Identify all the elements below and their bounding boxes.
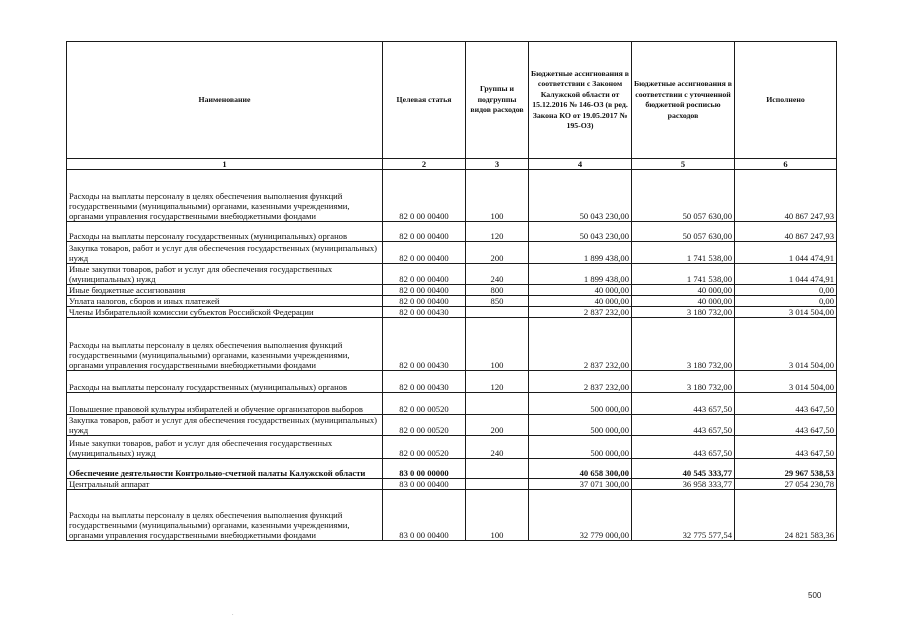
row-schedule-cell: 3 180 732,00 <box>632 307 735 318</box>
table-row <box>67 222 837 242</box>
row-target-cell: 82 0 00 00400 <box>383 285 466 296</box>
row-law-cell: 50 043 230,00 <box>529 170 632 222</box>
row-executed-cell: 24 821 583,36 <box>735 490 837 541</box>
row-schedule-cell: 40 000,00 <box>632 296 735 307</box>
column-number: 5 <box>632 159 735 170</box>
row-executed-cell: 0,00 <box>735 285 837 296</box>
row-target-cell: 82 0 00 00430 <box>383 318 466 371</box>
row-executed-cell: 443 647,50 <box>735 393 837 415</box>
row-law-cell: 500 000,00 <box>529 436 632 459</box>
row-name-cell: Иные закупки товаров, работ и услуг для обеспечения государственных (муниципальных) нужд <box>67 436 383 459</box>
row-name-cell: Закупка товаров, работ и услуг для обеспечения государственных (муниципальных) нужд <box>67 242 383 264</box>
row-group-cell: 240 <box>466 436 529 459</box>
row-law-cell: 40 658 300,00 <box>529 459 632 479</box>
row-target-cell: 82 0 00 00520 <box>383 436 466 459</box>
row-target-cell: 82 0 00 00430 <box>383 307 466 318</box>
row-group-cell: 120 <box>466 222 529 242</box>
row-target-cell: 83 0 00 00400 <box>383 479 466 490</box>
row-executed-cell: 40 867 247,93 <box>735 170 837 222</box>
row-target-cell: 82 0 00 00520 <box>383 393 466 415</box>
row-law-cell: 1 899 438,00 <box>529 242 632 264</box>
table-row <box>67 170 837 222</box>
row-target-cell: 82 0 00 00520 <box>383 415 466 436</box>
column-number: 3 <box>466 159 529 170</box>
column-number: 2 <box>383 159 466 170</box>
row-law-cell: 32 779 000,00 <box>529 490 632 541</box>
row-schedule-cell: 3 180 732,00 <box>632 371 735 393</box>
row-schedule-cell: 40 545 333,77 <box>632 459 735 479</box>
row-group-cell: 100 <box>466 490 529 541</box>
row-schedule-cell: 50 057 630,00 <box>632 170 735 222</box>
header-groups: Группы и подгруппы видов расходов <box>466 42 529 159</box>
row-schedule-cell: 32 775 577,54 <box>632 490 735 541</box>
row-schedule-cell: 50 057 630,00 <box>632 222 735 242</box>
table-row <box>67 318 837 371</box>
row-name-cell: Расходы на выплаты персоналу в целях обеспечения выполнения функций государственными (муниципальными) органами, казенными учреждениями, органами управления государственными внебюджетными фондами <box>67 318 383 371</box>
row-target-cell: 82 0 00 00400 <box>383 242 466 264</box>
row-law-cell: 50 043 230,00 <box>529 222 632 242</box>
row-executed-cell: 1 044 474,91 <box>735 264 837 285</box>
row-name-cell: Закупка товаров, работ и услуг для обеспечения государственных (муниципальных) нужд <box>67 415 383 436</box>
footer-mark: . <box>232 611 234 617</box>
row-name-cell: Иные закупки товаров, работ и услуг для обеспечения государственных (муниципальных) нужд <box>67 264 383 285</box>
column-number: 1 <box>67 159 383 170</box>
column-number-row <box>67 159 837 170</box>
header-executed: Исполнено <box>735 42 837 159</box>
row-group-cell <box>466 479 529 490</box>
row-executed-cell: 29 967 538,53 <box>735 459 837 479</box>
row-name-cell: Расходы на выплаты персоналу в целях обеспечения выполнения функций государственными (муниципальными) органами, казенными учреждениями, органами управления государственными внебюджетными фондами <box>67 170 383 222</box>
table-row <box>67 393 837 415</box>
table-row <box>67 264 837 285</box>
table-row <box>67 436 837 459</box>
row-schedule-cell: 443 657,50 <box>632 393 735 415</box>
row-law-cell: 500 000,00 <box>529 393 632 415</box>
row-law-cell: 2 837 232,00 <box>529 318 632 371</box>
budget-table <box>66 41 837 541</box>
row-group-cell: 240 <box>466 264 529 285</box>
row-name-cell: Уплата налогов, сборов и иных платежей <box>67 296 383 307</box>
row-law-cell: 2 837 232,00 <box>529 307 632 318</box>
row-law-cell: 37 071 300,00 <box>529 479 632 490</box>
table-row <box>67 307 837 318</box>
row-law-cell: 40 000,00 <box>529 296 632 307</box>
row-law-cell: 40 000,00 <box>529 285 632 296</box>
header-name: Наименование <box>67 42 383 159</box>
row-target-cell: 82 0 00 00400 <box>383 264 466 285</box>
row-group-cell: 200 <box>466 415 529 436</box>
row-name-cell: Расходы на выплаты персоналу в целях обеспечения выполнения функций государственными (муниципальными) органами, казенными учреждениями, органами управления государственными внебюджетными фондами <box>67 490 383 541</box>
row-schedule-cell: 1 741 538,00 <box>632 264 735 285</box>
row-group-cell: 100 <box>466 170 529 222</box>
row-group-cell: 200 <box>466 242 529 264</box>
row-target-cell: 82 0 00 00400 <box>383 170 466 222</box>
row-executed-cell: 443 647,50 <box>735 436 837 459</box>
row-group-cell: 100 <box>466 318 529 371</box>
row-group-cell: 120 <box>466 371 529 393</box>
row-target-cell: 82 0 00 00400 <box>383 222 466 242</box>
row-schedule-cell: 443 657,50 <box>632 415 735 436</box>
row-group-cell: 800 <box>466 285 529 296</box>
header-target: Целевая статья <box>383 42 466 159</box>
row-name-cell: Расходы на выплаты персоналу государственных (муниципальных) органов <box>67 222 383 242</box>
column-number: 4 <box>529 159 632 170</box>
row-name-cell: Обеспечение деятельности Контрольно-счетной палаты Калужской области <box>67 459 383 479</box>
row-law-cell: 1 899 438,00 <box>529 264 632 285</box>
row-name-cell: Центральный аппарат <box>67 479 383 490</box>
row-name-cell: Члены Избирательной комиссии субъектов Российской Федерации <box>67 307 383 318</box>
row-name-cell: Иные бюджетные ассигнования <box>67 285 383 296</box>
table-row <box>67 285 837 296</box>
page-number: 500 <box>808 591 822 600</box>
row-group-cell <box>466 459 529 479</box>
row-target-cell: 82 0 00 00400 <box>383 296 466 307</box>
row-law-cell: 500 000,00 <box>529 415 632 436</box>
row-executed-cell: 3 014 504,00 <box>735 371 837 393</box>
table-row <box>67 479 837 490</box>
row-schedule-cell: 36 958 333,77 <box>632 479 735 490</box>
table-row <box>67 490 837 541</box>
row-executed-cell: 3 014 504,00 <box>735 307 837 318</box>
row-target-cell: 83 0 00 00400 <box>383 490 466 541</box>
row-group-cell: 850 <box>466 296 529 307</box>
row-schedule-cell: 40 000,00 <box>632 285 735 296</box>
row-target-cell: 83 0 00 00000 <box>383 459 466 479</box>
row-name-cell: Расходы на выплаты персоналу государственных (муниципальных) органов <box>67 371 383 393</box>
row-group-cell <box>466 393 529 415</box>
header-law: Бюджетные ассигнования в соответствии с Законом Калужской области от 15.12.2016 № 146-ОЗ (в ред. Закона КО от 19.05.2017 № 195-ОЗ) <box>529 42 632 159</box>
table-row <box>67 371 837 393</box>
table-body <box>67 170 837 541</box>
table-row <box>67 242 837 264</box>
table-row <box>67 415 837 436</box>
column-number: 6 <box>735 159 837 170</box>
row-executed-cell: 443 647,50 <box>735 415 837 436</box>
header-row <box>67 42 837 159</box>
row-executed-cell: 27 054 230,78 <box>735 479 837 490</box>
header-schedule: Бюджетные ассигнования в соответствии с уточненной бюджетной росписью расходов <box>632 42 735 159</box>
table-row <box>67 459 837 479</box>
row-schedule-cell: 1 741 538,00 <box>632 242 735 264</box>
row-target-cell: 82 0 00 00430 <box>383 371 466 393</box>
row-law-cell: 2 837 232,00 <box>529 371 632 393</box>
row-executed-cell: 0,00 <box>735 296 837 307</box>
row-executed-cell: 1 044 474,91 <box>735 242 837 264</box>
row-group-cell <box>466 307 529 318</box>
table-row <box>67 296 837 307</box>
row-schedule-cell: 443 657,50 <box>632 436 735 459</box>
row-executed-cell: 3 014 504,00 <box>735 318 837 371</box>
row-executed-cell: 40 867 247,93 <box>735 222 837 242</box>
row-schedule-cell: 3 180 732,00 <box>632 318 735 371</box>
row-name-cell: Повышение правовой культуры избирателей и обучение организаторов выборов <box>67 393 383 415</box>
